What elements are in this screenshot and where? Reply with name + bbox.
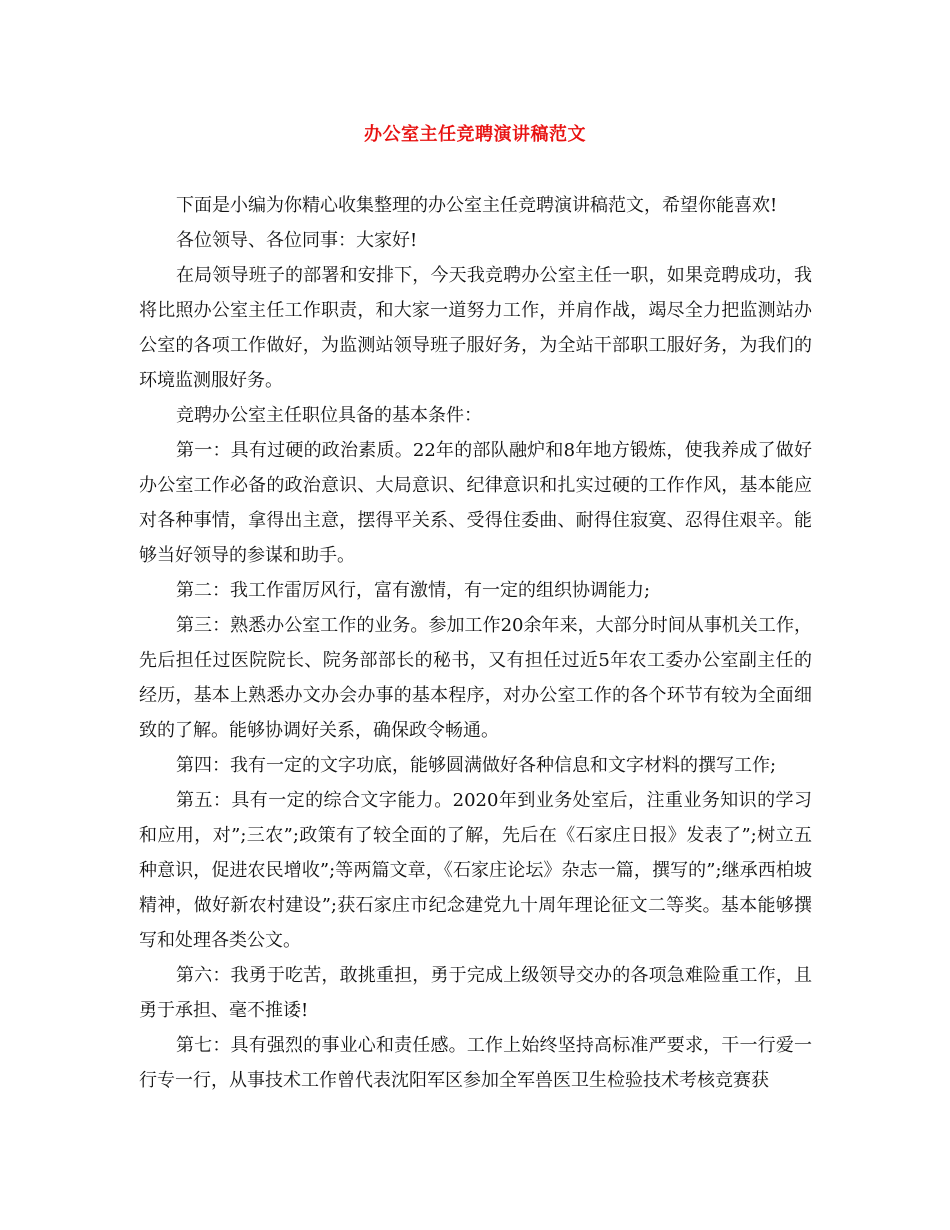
paragraph-condition-1: 第一：具有过硬的政治素质。22年的部队融炉和8年地方锻炼，使我养成了做好办公室工作必备的政治意识、大局意识、纪律意识和扎实过硬的工作作风，基本能应对各种事情，拿得出主意，摆得平关系、受得住委曲、耐得住寂寞、忍得住艰辛。能够当好领导的参谋和助手。 bbox=[139, 440, 812, 566]
paragraph-intro: 下面是小编为你精心收集整理的办公室主任竞聘演讲稿范文，希望你能喜欢! bbox=[176, 195, 778, 216]
paragraph-condition-5: 第五：具有一定的综合文字能力。2020年到业务处室后，注重业务知识的学习和应用，对”;三农”;政策有了较全面的了解，先后在《石家庄日报》发表了”;树立五种意识，促进农民增收”;等两篇文章，《石家庄论坛》杂志一篇，撰写的”;继承西柏坡精神，做好新农村建设”;获石家庄市纪念建党九十周年理论征文二等奖。基本能够撰写和处理各类公文。 bbox=[139, 790, 812, 951]
paragraph-greeting: 各位领导、各位同事：大家好! bbox=[176, 230, 418, 251]
paragraph-conditions-heading: 竞聘办公室主任职位具备的基本条件： bbox=[176, 405, 482, 426]
paragraph-opening: 在局领导班子的部署和安排下，今天我竞聘办公室主任一职，如果竞聘成功，我将比照办公室主任工作职责，和大家一道努力工作，并肩作战，竭尽全力把监测站办公室的各项工作做好，为监测站领导班子服好务，为全站干部职工服好务，为我们的环境监测服好务。 bbox=[139, 265, 812, 391]
paragraph-condition-3: 第三：熟悉办公室工作的业务。参加工作20余年来，大部分时间从事机关工作，先后担任过医院院长、院务部部长的秘书，又有担任过近5年农工委办公室副主任的经历，基本上熟悉办文办会办事的基本程序，对办公室工作的各个环节有较为全面细致的了解。能够协调好关系，确保政令畅通。 bbox=[139, 615, 812, 741]
paragraph-condition-2: 第二：我工作雷厉风行，富有激情，有一定的组织协调能力; bbox=[176, 580, 651, 601]
paragraph-condition-4: 第四：我有一定的文字功底，能够圆满做好各种信息和文字材料的撰写工作; bbox=[176, 755, 777, 776]
document-title: 办公室主任竞聘演讲稿范文 bbox=[364, 124, 586, 145]
document-body bbox=[139, 188, 812, 1098]
paragraph-condition-6: 第六：我勇于吃苦，敢挑重担，勇于完成上级领导交办的各项急难险重工作，且勇于承担、毫不推诿! bbox=[139, 965, 812, 1021]
paragraph-condition-7: 第七：具有强烈的事业心和责任感。工作上始终坚持高标准严要求，干一行爱一行专一行，从事技术工作曾代表沈阳军区参加全军兽医卫生检验技术考核竞赛获 bbox=[139, 1035, 812, 1091]
